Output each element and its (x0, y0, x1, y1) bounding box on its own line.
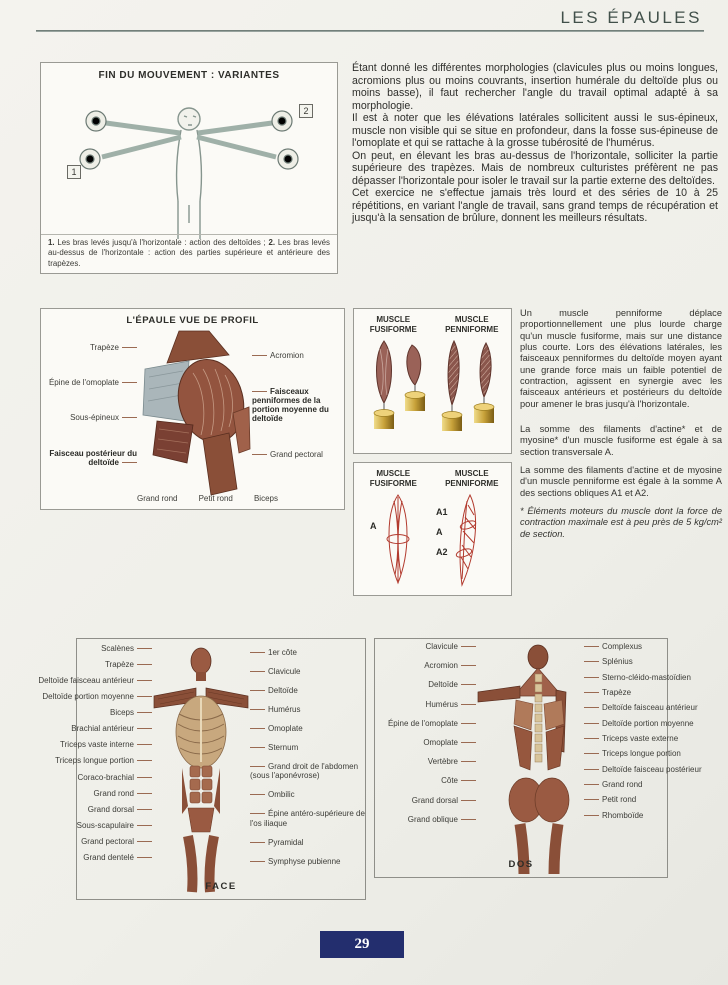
variant-marker-2: 2 (299, 104, 313, 118)
fusiform-heading: MUSCLE FUSIFORME (369, 315, 417, 334)
profile-box-title: L'ÉPAULE VUE DE PROFIL (126, 315, 259, 326)
label-grand-dentele: Grand dentelé (83, 853, 152, 862)
label-cote-dos: Côte (441, 776, 476, 785)
label-petit-rond-dos: Petit rond (584, 795, 636, 804)
label-omoplate-dos: Omoplate (423, 738, 476, 747)
label-pyramidal: Pyramidal (250, 838, 304, 847)
label-symphyse-pubienne: Symphyse pubienne (250, 857, 341, 866)
label-brachial-anterieur: Brachial antérieur (71, 724, 152, 733)
face-caption: FACE (205, 881, 237, 892)
side-text-column (520, 308, 724, 596)
label-epine-omoplate: Épine de l'omoplate (49, 378, 137, 387)
page-header (0, 0, 728, 32)
label-clavicule-dos: Clavicule (426, 642, 476, 651)
page-title: LES ÉPAULES (560, 8, 702, 27)
label-deltoide-portion-moyenne-dos: Deltoïde portion moyenne (584, 719, 694, 728)
muscle-type-boxes (353, 308, 512, 596)
label-omoplate-face: Omoplate (250, 724, 303, 733)
section-label-a2: A2 (436, 547, 448, 557)
label-trapeze-face: Trapèze (105, 660, 152, 669)
penniform-section-heading: MUSCLE PENNIFORME (445, 469, 499, 488)
label-premiere-cote: 1er côte (250, 648, 297, 657)
face-torso-illustration (152, 646, 250, 894)
variant-marker-1: 1 (67, 165, 81, 179)
label-trapeze: Trapèze (90, 343, 137, 352)
label-grand-rond-dos: Grand rond (584, 780, 642, 789)
label-triceps-longue-portion: Triceps longue portion (55, 756, 152, 765)
label-grand-pectoral-face: Grand pectoral (81, 837, 152, 846)
label-rhomboide: Rhomboïde (584, 811, 643, 820)
variants-caption (41, 234, 337, 273)
label-deltoide-faisceau-posterieur: Deltoïde faisceau postérieur (584, 765, 702, 774)
muscle-sections-box (353, 462, 512, 596)
face-illustration-col (152, 638, 250, 912)
profile-left-labels (41, 329, 137, 485)
side-footnote: * Éléments moteurs du muscle dont la force de contraction maximale est à peu près de 5 kg/cm² de section. (520, 505, 722, 539)
label-faisceaux-penniformes: Faisceaux penniformes de la portion moyenne du deltoïde (252, 387, 342, 424)
label-deltoide-portion-moyenne: Deltoïde portion moyenne (42, 692, 152, 701)
label-grand-rond: Grand rond (137, 493, 178, 503)
intro-text (352, 62, 722, 274)
caption-num-2: 2. (268, 238, 276, 248)
label-ombilic: Ombilic (250, 790, 295, 799)
caption-text-2: Les bras levés au-dessus de l'horizontale : action des parties supérieure et antérieure des trapèzes. (48, 238, 330, 268)
label-biceps-face: Biceps (110, 708, 152, 717)
intro-paragraph-3: On peut, en élevant les bras au-dessus de l'horizontale, solliciter la partie supérieure des trapèzes. Mais de nombreux culturistes préfèrent ne pas dépasser l'horizontale pour isoler le travail sur la partie externe des deltoïdes. (352, 149, 718, 187)
label-humerus-face: Humérus (250, 705, 300, 714)
dos-left-labels (370, 638, 476, 912)
label-triceps-longue-portion-dos: Triceps longue portion (584, 749, 681, 758)
label-grand-dorsal-dos: Grand dorsal (412, 796, 476, 805)
label-deltoide-face: Deltoïde (250, 686, 298, 695)
variants-box-title: FIN DU MOUVEMENT : VARIANTES (98, 70, 280, 81)
label-complexus: Complexus (584, 642, 642, 651)
dos-right-labels (584, 638, 724, 912)
muscle-sections-illustration (358, 491, 508, 591)
label-sous-scapulaire: Sous-scapulaire (77, 821, 152, 830)
label-acromion-dos: Acromion (424, 661, 476, 670)
label-deltoide-faisceau-anterieur: Deltoïde faisceau antérieur (38, 676, 152, 685)
label-scalenes: Scalènes (101, 644, 152, 653)
dos-figure-panel (370, 638, 726, 912)
face-figure-panel (30, 638, 370, 912)
muscle-weights-illustration (358, 337, 508, 449)
label-grand-droit-abdomen: Grand droit de l'abdomen (sous l'aponévrose) (250, 762, 366, 780)
profile-right-labels (252, 329, 344, 485)
profile-label-grid (41, 329, 344, 485)
face-right-labels (250, 638, 368, 912)
dos-illustration-col (476, 638, 584, 912)
label-trapeze-dos: Trapèze (584, 688, 631, 697)
label-coraco-brachial: Coraco-brachial (78, 773, 152, 782)
caption-num-1: 1. (48, 238, 55, 248)
label-grand-dorsal-face: Grand dorsal (88, 805, 152, 814)
label-epine-omoplate-dos: Épine de l'omoplate (388, 719, 476, 728)
label-triceps-vaste-interne: Triceps vaste interne (60, 740, 152, 749)
top-row (0, 32, 728, 274)
lateral-raise-illustration (44, 83, 334, 241)
anatomy-figures-row (0, 638, 728, 912)
face-left-labels (30, 638, 152, 912)
label-sterno-cleido-mastoidien: Sterno-cléido-mastoïdien (584, 673, 691, 682)
label-grand-oblique: Grand oblique (408, 815, 476, 824)
label-acromion: Acromion (252, 351, 304, 360)
side-paragraph-3: La somme des filaments d'actine et de myosine d'un muscle penniforme est égale à la somme A des sections obliques A1 et A2. (520, 464, 722, 498)
intro-paragraph-2: Il est à noter que les élévations latérales sollicitent aussi le sus-épineux, muscle non visible qui se situe en profondeur, dans la fosse sus-épineuse de l'omoplate et qui se rattache à la grosse tubérosité de l'humérus. (352, 112, 718, 149)
side-paragraph-2: La somme des filaments d'actine* et de myosine* d'un muscle fusiforme est égale à sa section transversale A. (520, 423, 722, 457)
label-faisceau-posterieur: Faisceau postérieur du deltoïde (45, 449, 137, 467)
intro-paragraph-4: Cet exercice ne s'effectue jamais très lourd et des séries de 10 à 25 répétitions, en variant l'angle de travail, sans grand temps de récupération et jusqu'à la sensation de brûlure, donnent les meilleurs résultats. (352, 187, 718, 224)
label-epine-antero-superieure: Épine antéro-supérieure de l'os iliaque (250, 809, 365, 828)
label-humerus-dos: Humérus (426, 700, 476, 709)
side-paragraph-1: Un muscle penniforme déplace proportionnellement une plus lourde charge qu'un muscle fusiforme, mais sur une distance plus courte. Lors des élévations latérales, les faisceaux penniformes du deltoïde moyen ayant une grande force mais un faible potentiel de contraction, agissent en synergie avec les faisceaux antérieurs et postérieurs du deltoïde pour amener le bras jusqu'à l'horizontale. (520, 308, 722, 409)
page-number-badge: 29 (320, 931, 404, 958)
shoulder-profile-illustration (137, 329, 252, 507)
penniform-heading: MUSCLE PENNIFORME (445, 315, 499, 334)
intro-paragraph-1: Étant donné les différentes morphologies (clavicules plus ou moins longues, acromions plus ou moins couvrants, insertion humérale du deltoïde plus ou moins basse), il faut rechercher l'angle du travail optimal adapté à sa morphologie. (352, 62, 718, 112)
label-splenius: Splénius (584, 657, 633, 666)
shoulder-profile-box (40, 308, 345, 510)
middle-row (0, 274, 728, 596)
caption-text-1: Les bras levés jusqu'à l'horizontale : action des deltoïdes ; (54, 238, 269, 248)
profile-bottom-labels (137, 494, 278, 503)
label-deltoide-dos: Deltoïde (428, 680, 476, 689)
section-label-a1: A1 (436, 507, 448, 517)
label-vertebre: Vertèbre (428, 757, 476, 766)
label-grand-pectoral: Grand pectoral (252, 450, 323, 459)
muscle-weights-box (353, 308, 512, 454)
fusiform-section-heading: MUSCLE FUSIFORME (369, 469, 417, 488)
label-deltoide-faisceau-anterieur-dos: Deltoïde faisceau antérieur (584, 703, 698, 712)
section-label-a: A (370, 521, 377, 531)
label-sous-epineux: Sous-épineux (70, 413, 137, 422)
dos-caption: DOS (508, 859, 534, 870)
section-label-a-mid: A (436, 527, 443, 537)
variants-figure-box (40, 62, 338, 274)
label-triceps-vaste-externe: Triceps vaste externe (584, 734, 678, 743)
label-petit-rond: Petit rond (198, 493, 233, 503)
label-sternum: Sternum (250, 743, 298, 752)
label-biceps: Biceps (253, 493, 278, 503)
label-clavicule-face: Clavicule (250, 667, 300, 676)
dos-torso-illustration (476, 644, 584, 876)
label-grand-rond-face: Grand rond (94, 789, 152, 798)
